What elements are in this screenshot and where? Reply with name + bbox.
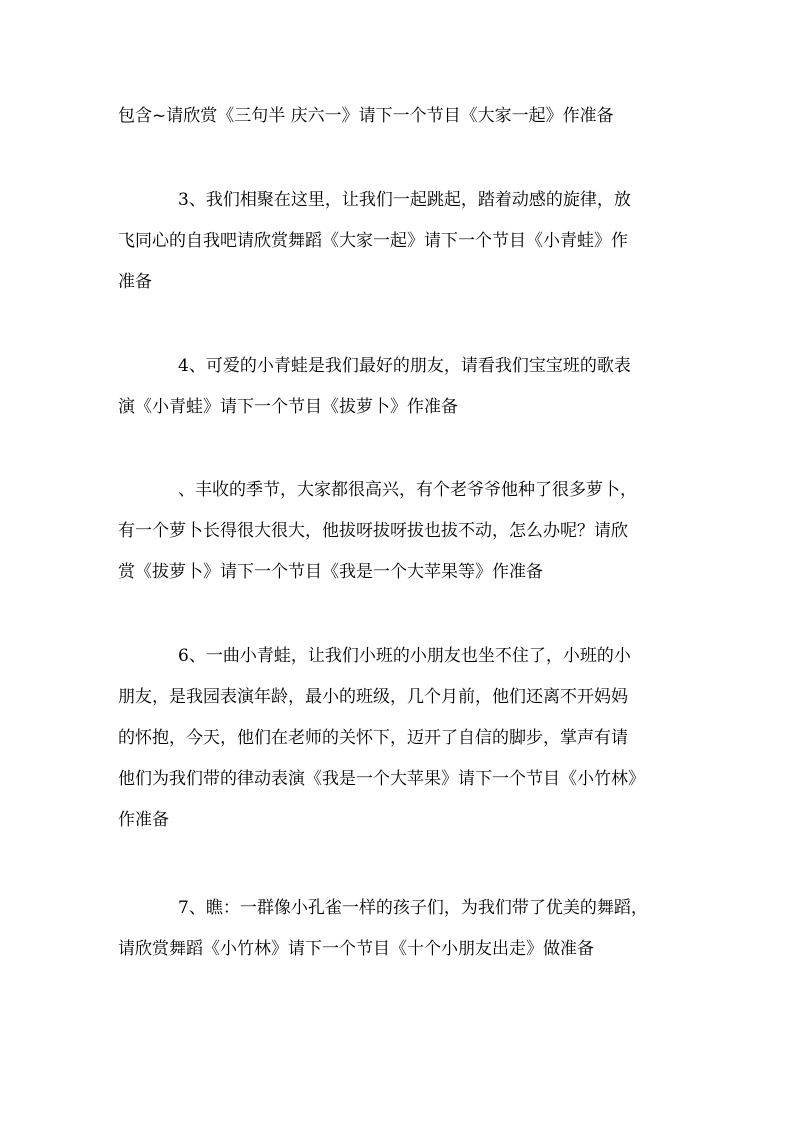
paragraph-item-4 [118,346,678,428]
paragraph-item-5 [118,470,678,593]
text-line: 他们为我们带的律动表演《我是一个大苹果》请下一个节目《小竹林》 [118,769,645,789]
text-line: 、丰收的季节，大家都很高兴，有个老爷爷他种了很多萝卜， [178,480,637,500]
paragraph-intro-continuation [118,96,678,137]
paragraph-item-3 [118,180,678,303]
text-line: 的怀抱，今天，他们在老师的关怀下，迈开了自信的脚步，掌声有请 [118,728,628,748]
text-line: 演《小青蛙》请下一个节目《拔萝卜》作准备 [118,397,458,417]
text-line: 赏《拔萝卜》请下一个节目《我是一个大苹果等》作准备 [118,562,543,582]
paragraph-item-7 [118,888,678,970]
text-line: 作准备 [118,810,169,830]
text-line: 有一个萝卜长得很大很大，他拔呀拔呀拔也拔不动，怎么办呢？请欣 [118,521,628,541]
text-line: 朋友，是我园表演年龄，最小的班级，几个月前，他们还离不开妈妈 [118,687,628,707]
text-line: 4、可爱的小青蛙是我们最好的朋友，请看我们宝宝班的歌表 [178,356,631,376]
text-line: 包含~请欣赏《三句半 庆六一》请下一个节目《大家一起》作准备 [118,106,614,126]
text-line: 准备 [118,272,152,292]
text-line: 7、瞧：一群像小孔雀一样的孩子们，为我们带了优美的舞蹈， [178,898,648,918]
paragraph-item-6 [118,636,678,841]
text-line: 飞同心的自我吧请欣赏舞蹈《大家一起》请下一个节目《小青蛙》作 [118,231,628,251]
text-line: 6、一曲小青蛙，让我们小班的小朋友也坐不住了，小班的小 [178,646,631,666]
text-line: 3、我们相聚在这里，让我们一起跳起，踏着动感的旋律，放 [178,190,631,210]
text-line: 请欣赏舞蹈《小竹林》请下一个节目《十个小朋友出走》做准备 [118,939,594,959]
